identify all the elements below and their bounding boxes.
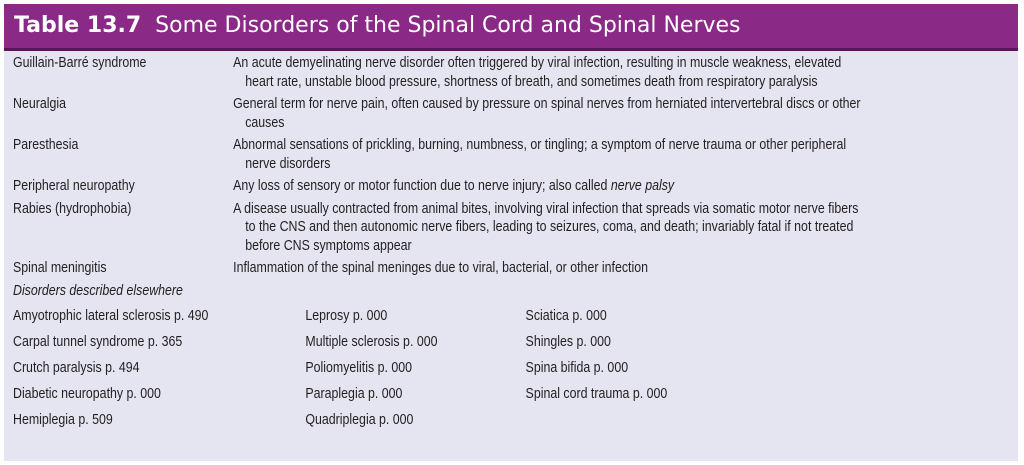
disorder-definition: A disease usually contracted from animal bites, involving viral infection that spreads via somatic motor nerve fibers to the CNS and then autonomic nerve fibers, leading to seizures, coma, and death; invariably fatal if not treated before CNS symptoms appear	[233, 200, 859, 254]
elsewhere-item: Multiple sclerosis p. 000	[305, 334, 438, 350]
elsewhere-grid	[13, 307, 869, 437]
elsewhere-item: Sciatica p. 000	[525, 308, 607, 324]
disorder-term: Neuralgia	[13, 96, 66, 112]
disorder-row	[13, 136, 869, 173]
elsewhere-heading: Disorders described elsewhere	[13, 282, 183, 299]
elsewhere-item: Hemiplegia p. 509	[13, 412, 113, 428]
disorder-row	[13, 259, 869, 278]
elsewhere-item: Amyotrophic lateral sclerosis p. 490	[13, 308, 209, 324]
elsewhere-item: Spina bifida p. 000	[525, 360, 629, 376]
disorder-row	[13, 200, 869, 256]
definition-italic-term: nerve palsy	[610, 178, 675, 194]
disorder-term: Paresthesia	[13, 137, 79, 153]
definition-text: Any loss of sensory or motor function due to nerve injury; also called	[233, 178, 611, 194]
disorder-definition: Abnormal sensations of prickling, burning, numbness, or tingling; a symptom of nerve trauma or other peripheral nerve disorders	[233, 137, 847, 172]
disorder-term: Rabies (hydrophobia)	[13, 200, 132, 217]
elsewhere-item: Spinal cord trauma p. 000	[525, 386, 668, 402]
elsewhere-item: Diabetic neuropathy p. 000	[13, 386, 161, 402]
elsewhere-item: Poliomyelitis p. 000	[305, 360, 413, 376]
elsewhere-item: Paraplegia p. 000	[305, 386, 403, 402]
elsewhere-item: Carpal tunnel syndrome p. 365	[13, 334, 183, 350]
disorder-row	[13, 95, 869, 132]
disorder-definition	[233, 177, 869, 196]
elsewhere-column	[305, 307, 525, 437]
table-number: Table 13.7	[14, 13, 142, 38]
disorder-row	[13, 177, 869, 196]
disorder-row	[13, 54, 869, 91]
table-body	[13, 54, 869, 437]
disorder-definition: General term for nerve pain, often caused by pressure on spinal nerves from herniated intervertebral discs or other causes	[233, 96, 861, 131]
elsewhere-item: Leprosy p. 000	[305, 308, 388, 324]
elsewhere-column	[526, 307, 784, 437]
disorder-definition: An acute demyelinating nerve disorder often triggered by viral infection, resulting in muscle weakness, elevated heart rate, unstable blood pressure, shortness of breath, and sometimes death from respiratory paralysis	[233, 55, 842, 90]
elsewhere-column	[13, 307, 305, 437]
disorder-term: Spinal meningitis	[13, 260, 107, 276]
table-title: Some Disorders of the Spinal Cord and Spinal Nerves	[155, 13, 741, 38]
table-title-bar	[4, 4, 1018, 51]
elsewhere-item: Quadriplegia p. 000	[305, 412, 414, 428]
elsewhere-item: Crutch paralysis p. 494	[13, 360, 140, 376]
disorder-definition: Inflammation of the spinal meninges due to viral, bacterial, or other infection	[233, 260, 648, 276]
elsewhere-item: Shingles p. 000	[525, 334, 611, 350]
disorder-term: Guillain-Barré syndrome	[13, 55, 147, 71]
disorder-term: Peripheral neuropathy	[13, 178, 135, 194]
